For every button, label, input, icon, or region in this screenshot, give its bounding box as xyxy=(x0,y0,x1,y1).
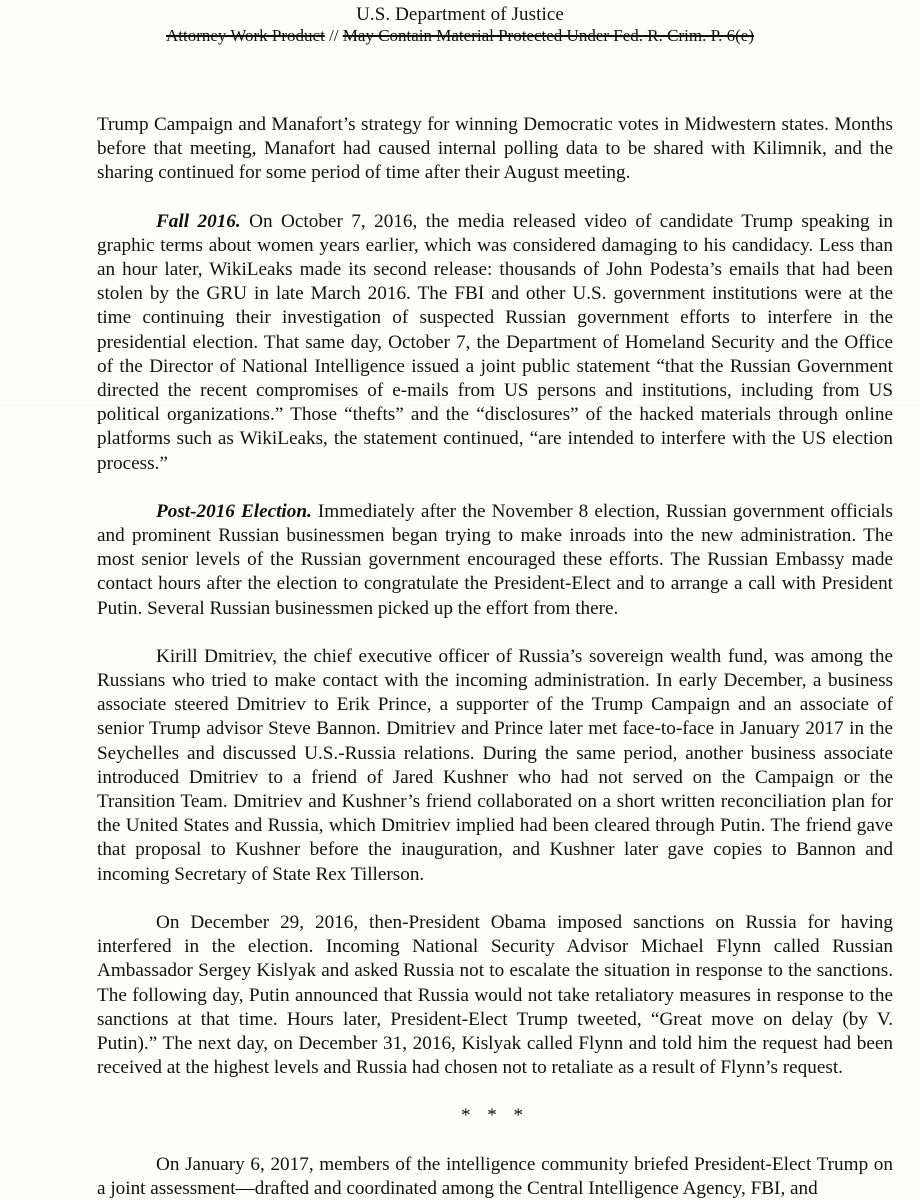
paragraph-briefing xyxy=(97,1153,893,1200)
paragraph-fall-2016 xyxy=(97,210,893,476)
paragraph-text: On October 7, 2016, the media released video of candidate Trump speaking in graphic terms about women years earlier, which was considered damaging to his candidacy. Less than an hour later, WikiLeaks made its second release: thousands of John Podesta’s emails that had been stolen by the GRU in late March 2016. The FBI and other U.S. government institutions were at the time continuing their investigation of suspected Russian government efforts to interfere in the presidential election. That same day, October 7, the Department of Homeland Security and the Office of the Director of National Intelligence issued a joint public statement “that the Russian Government directed the recent compromises of e-mails from US persons and institutions, including from US political organizations.” Those “thefts” and the “disclosures” of the hacked materials through online platforms such as WikiLeaks, the statement continued, “are intended to interfere with the US election process.” xyxy=(97,210,893,474)
header-agency: U.S. Department of Justice xyxy=(356,4,564,25)
paragraph-continuation xyxy=(97,113,893,186)
paragraph-sanctions xyxy=(97,911,893,1080)
paragraph-heading: Post-2016 Election. xyxy=(156,500,312,522)
document-body xyxy=(97,113,893,1200)
notice-work-product: Attorney Work Product xyxy=(165,26,325,45)
paragraph-text: On December 29, 2016, then-President Obama imposed sanctions on Russia for having interfered in the election. Incoming National Security Advisor Michael Flynn called Russian Ambassador Sergey Kislyak and asked Russia not to escalate the situation in response to the sanctions. The following day, Putin announced that Russia would not take retaliatory measures in response to the sanctions at that time. Hours later, President-Elect Trump tweeted, “Great move on delay (by V. Putin).” The next day, on December 31, 2016, Kislyak called Flynn and told him the request had been received at the highest levels and Russia had chosen not to retaliate as a result of Flynn’s request. xyxy=(97,911,893,1079)
paragraph-text: On January 6, 2017, members of the intelligence community briefed President-Elect Trump on a joint assessment—drafted and coordinated among the Central Intelligence Agency, FBI, and xyxy=(97,1153,893,1199)
notice-separator: // xyxy=(324,26,343,45)
paragraph-text: Kirill Dmitriev, the chief executive officer of Russia’s sovereign wealth fund, was among the Russians who tried to make contact with the incoming administration. In early December, a business associate steered Dmitriev to Erik Prince, a supporter of the Trump Campaign and an associate of senior Trump advisor Steve Bannon. Dmitriev and Prince later met face-to-face in January 2017 in the Seychelles and discussed U.S.-Russia relations. During the same period, another business associate introduced Dmitriev to a friend of Jared Kushner who had not served on the Campaign or the Transition Team. Dmitriev and Kushner’s friend collaborated on a short written reconciliation plan for the United States and Russia, which Dmitriev implied had been cleared through Putin. The friend gave that proposal to Kushner before the inauguration, and Kushner later gave copies to Bannon and incoming Secretary of State Rex Tillerson. xyxy=(97,645,893,885)
header-notice xyxy=(0,25,920,47)
notice-grand-jury: May Contain Material Protected Under Fed. R. Crim. P. 6(e) xyxy=(342,26,755,45)
paragraph-dmitriev xyxy=(97,645,893,887)
paragraph-post-2016-election xyxy=(97,500,893,621)
paragraph-text: Trump Campaign and Manafort’s strategy for winning Democratic votes in Midwestern states. Months before that meeting, Manafort had caused internal polling data to be shared with Kilimnik, and the sharing continued for some period of time after their August meeting. xyxy=(97,114,893,184)
paragraph-heading: Fall 2016. xyxy=(156,210,241,232)
paragraph-text: Immediately after the November 8 election, Russian government officials and prominent Russian businessmen began trying to make inroads into the new administration. The most senior levels of the Russian government encouraged these efforts. The Russian Embassy made contact hours after the election to congratulate the President-Elect and to arrange a call with President Putin. Several Russian businessmen picked up the effort from there. xyxy=(97,500,893,619)
section-break: * * * xyxy=(461,1105,529,1127)
